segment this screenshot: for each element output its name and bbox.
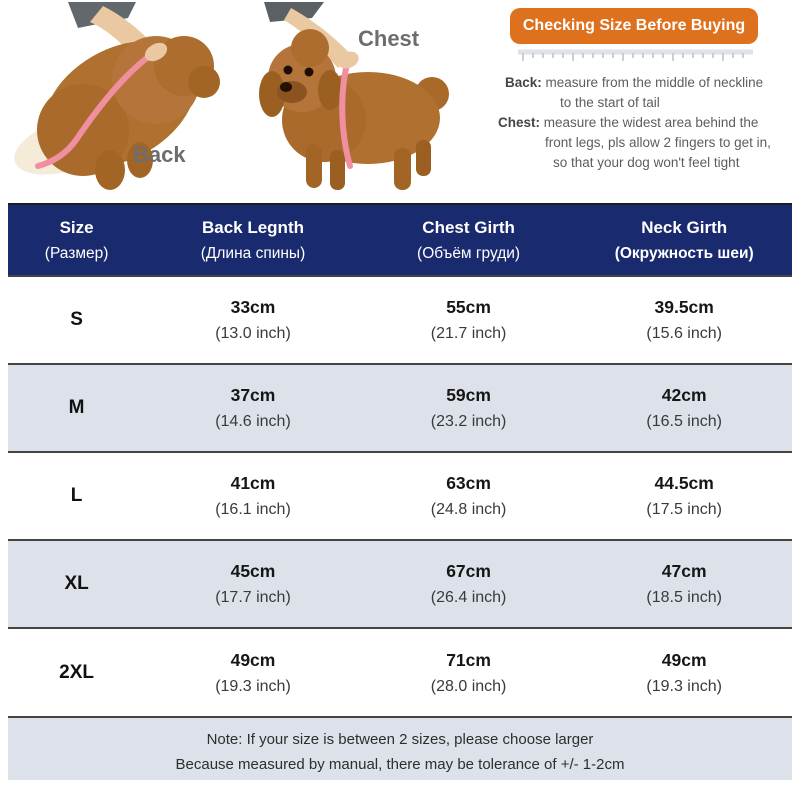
- measuring-guide-section: [0, 0, 800, 203]
- table-row-s: [8, 276, 792, 364]
- instructions-panel: [488, 8, 800, 173]
- ruler-icon: [518, 49, 753, 63]
- measuring-instructions: [488, 73, 800, 173]
- dog-chest-illustration-icon: [246, 2, 458, 194]
- table-row-m: [8, 364, 792, 452]
- chest-girth-cell: 59cm (23.2 inch): [430, 385, 507, 430]
- back-instruction-line1: [488, 73, 800, 93]
- table-row-l: [8, 452, 792, 540]
- back-instruction-label: Back:: [505, 75, 542, 90]
- chest-girth-cell: 63cm (24.8 inch): [430, 473, 507, 518]
- back-length-cell: 45cm (17.7 inch): [215, 561, 291, 606]
- chest-instruction-text1: measure the widest area behind the: [543, 115, 759, 130]
- header-chest-girth: Chest Girth (Объём груди): [417, 217, 521, 262]
- header-back-length: Back Legnth (Длина спины): [200, 217, 306, 262]
- chest-instruction-line2: front legs, pls allow 2 fingers to get in,: [545, 135, 771, 150]
- back-length-cell: 41cm (16.1 inch): [215, 473, 291, 518]
- dog-chest-measure-photo: [246, 2, 458, 194]
- size-cell: L: [70, 485, 83, 506]
- note-line-1: Note: If your size is between 2 sizes, please choose larger: [206, 731, 594, 748]
- size-cell: XL: [64, 573, 89, 594]
- neck-girth-cell: 47cm (18.5 inch): [646, 561, 722, 606]
- chest-girth-cell: 67cm (26.4 inch): [430, 561, 507, 606]
- table-row-xl: [8, 540, 792, 628]
- dog-back-illustration-icon: [8, 2, 243, 194]
- size-cell: S: [70, 309, 83, 330]
- checking-size-banner: Checking Size Before Buying: [510, 8, 758, 44]
- neck-girth-cell: 42cm (16.5 inch): [646, 385, 722, 430]
- size-cell: 2XL: [59, 661, 95, 683]
- chest-instruction-line3: so that your dog won't feel tight: [553, 155, 740, 170]
- back-length-cell: 33cm (13.0 inch): [215, 297, 291, 342]
- back-length-cell: 49cm (19.3 inch): [215, 649, 291, 695]
- neck-girth-cell: 39.5cm (15.6 inch): [646, 297, 722, 342]
- neck-girth-cell: 44.5cm (17.5 inch): [646, 473, 722, 518]
- size-note: [8, 716, 792, 780]
- back-photo-caption: Back: [133, 142, 186, 167]
- size-chart-table: [8, 203, 792, 716]
- size-cell: M: [68, 397, 85, 418]
- back-instruction-text1: measure from the middle of neckline: [545, 75, 764, 90]
- back-length-cell: 37cm (14.6 inch): [215, 385, 291, 430]
- chest-instruction-label: Chest:: [498, 115, 541, 130]
- header-size: Size (Размер): [44, 217, 109, 262]
- table-header-row: [8, 204, 792, 276]
- chest-girth-cell: 55cm (21.7 inch): [430, 297, 507, 342]
- chest-photo-caption: Chest: [358, 26, 420, 51]
- chest-instruction-line1: [488, 113, 800, 133]
- header-neck-girth: Neck Girth (Окружность шеи): [614, 217, 754, 262]
- table-row-2xl: [8, 628, 792, 716]
- chest-girth-cell: 71cm (28.0 inch): [430, 649, 507, 695]
- neck-girth-cell: 49cm (19.3 inch): [646, 649, 722, 695]
- back-instruction-line2: to the start of tail: [560, 95, 660, 110]
- note-line-2: Because measured by manual, there may be tolerance of +/- 1-2cm: [175, 756, 625, 773]
- size-chart-section: [0, 203, 800, 780]
- dog-back-measure-photo: [8, 2, 243, 194]
